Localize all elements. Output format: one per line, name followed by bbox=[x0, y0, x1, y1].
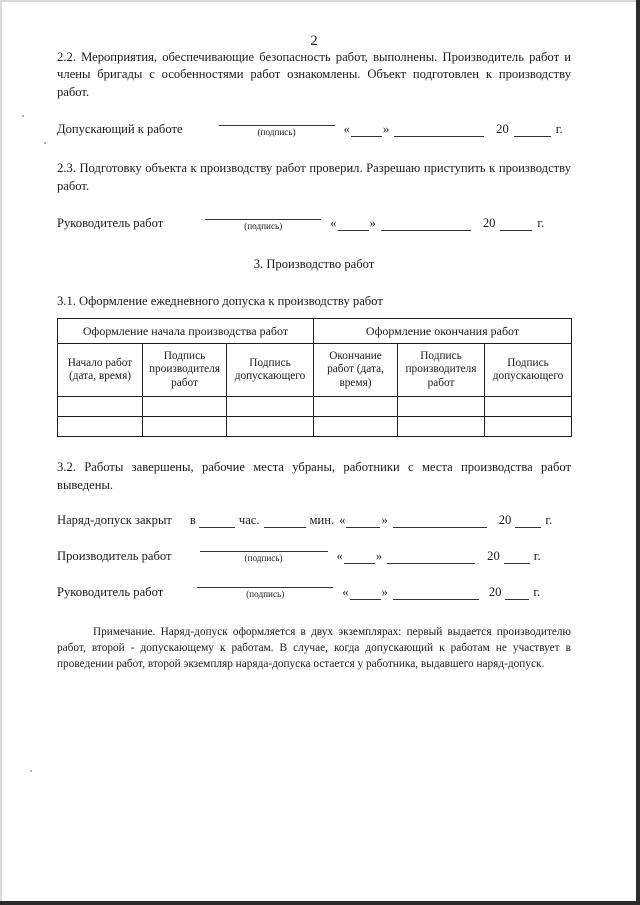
table-cell[interactable] bbox=[398, 396, 485, 416]
year-prefix: 20 bbox=[498, 512, 512, 527]
table-cell[interactable] bbox=[58, 396, 143, 416]
paragraph-2-2: 2.2. Мероприятия, обеспечивающие безопасность работ, выполнены. Производитель работ и члены бригады с особенностями работ ознакомлены. Объект подготовлен к производству работ. bbox=[57, 49, 571, 100]
page-number: 2 bbox=[310, 33, 318, 49]
table-column-header-end-foreman-sign: Подпись производителя работ bbox=[398, 343, 485, 396]
signature-rule[interactable] bbox=[200, 551, 328, 552]
signature-field-supervisor-23[interactable] bbox=[205, 219, 321, 231]
table-cell[interactable] bbox=[485, 416, 572, 436]
signature-caption: (подпись) bbox=[244, 553, 283, 564]
year-field-closed[interactable] bbox=[515, 527, 541, 528]
note-text: Примечание. Наряд-допуск оформляется в двух экземплярах: первый выдается производителю работ, второй - допускающему к работам. В случае, когда допускающий к работам не участвует в проведении работ, второй экземпляр наряда-допуска остается у работника, выдавшего наряд-допуск. bbox=[57, 625, 571, 671]
table-column-header-start-datetime: Начало работ (дата, время) bbox=[58, 343, 143, 396]
table-row[interactable] bbox=[58, 416, 572, 436]
closed-at-word: в bbox=[189, 512, 196, 527]
day-close-quote: » bbox=[381, 512, 388, 527]
signature-label-closed: Наряд-допуск закрыт bbox=[57, 512, 172, 527]
scan-edge-left bbox=[0, 0, 2, 905]
note-block bbox=[57, 624, 571, 673]
scan-edge-bottom bbox=[0, 901, 640, 905]
year-field-admitting[interactable] bbox=[514, 136, 551, 137]
table-row[interactable] bbox=[58, 396, 572, 416]
table-cell[interactable] bbox=[143, 396, 227, 416]
scan-speck bbox=[22, 115, 24, 117]
table-column-header-end-datetime: Окончание работ (дата, время) bbox=[314, 343, 398, 396]
day-open-quote: « bbox=[339, 512, 346, 527]
paragraph-2-3: 2.3. Подготовку объекта к производству работ проверил. Разрешаю приступить к производству работ. bbox=[57, 161, 571, 193]
minutes-field[interactable] bbox=[264, 527, 306, 528]
signature-row-closed bbox=[57, 513, 571, 528]
table-column-header-row bbox=[58, 343, 572, 396]
signature-rule[interactable] bbox=[219, 125, 335, 126]
table-column-header-end-admitting-sign: Подпись допускающего bbox=[485, 343, 572, 396]
day-field-foreman[interactable] bbox=[344, 563, 375, 564]
scan-speck bbox=[30, 770, 32, 772]
month-field-admitting[interactable] bbox=[394, 136, 484, 137]
year-field-supervisor-23[interactable] bbox=[500, 230, 532, 231]
year-prefix: 20 bbox=[496, 122, 509, 137]
signature-field-foreman[interactable] bbox=[200, 551, 328, 563]
day-field-supervisor-32[interactable] bbox=[350, 599, 381, 600]
table-cell[interactable] bbox=[398, 416, 485, 436]
section-heading-3: 3. Производство работ bbox=[253, 256, 375, 271]
minutes-label: мин. bbox=[309, 512, 335, 527]
table-cell[interactable] bbox=[143, 416, 227, 436]
signature-row-supervisor-23 bbox=[57, 216, 571, 231]
month-field-closed[interactable] bbox=[393, 527, 487, 528]
paragraph-3-2: 3.2. Работы завершены, рабочие места убраны, работники с места производства работ выведены. bbox=[57, 459, 571, 492]
signature-field-supervisor-32[interactable] bbox=[197, 587, 333, 599]
table-group-header-end: Оформление окончания работ bbox=[314, 318, 572, 343]
year-suffix: г. bbox=[555, 122, 563, 137]
day-close-quote: » bbox=[375, 548, 383, 563]
table-cell[interactable] bbox=[314, 416, 398, 436]
year-prefix: 20 bbox=[488, 584, 502, 599]
month-field-supervisor-32[interactable] bbox=[393, 599, 479, 600]
signature-rule[interactable] bbox=[205, 219, 321, 220]
table-column-header-start-foreman-sign: Подпись производителя работ bbox=[143, 343, 227, 396]
table-group-header-start: Оформление начала производства работ bbox=[58, 318, 314, 343]
signature-caption: (подпись) bbox=[244, 220, 283, 231]
section-heading-3-1: 3.1. Оформление ежедневного допуска к производству работ bbox=[57, 293, 383, 308]
table-cell[interactable] bbox=[314, 396, 398, 416]
year-suffix: г. bbox=[533, 584, 541, 599]
daily-admission-table bbox=[57, 318, 572, 437]
signature-row-supervisor-32 bbox=[57, 585, 571, 600]
year-suffix: г. bbox=[537, 215, 545, 230]
month-field-foreman[interactable] bbox=[387, 563, 475, 564]
signature-caption: (подпись) bbox=[257, 126, 296, 137]
day-open-quote: « bbox=[343, 122, 350, 137]
year-field-foreman[interactable] bbox=[504, 563, 530, 564]
day-close-quote: » bbox=[382, 122, 390, 137]
day-field-closed[interactable] bbox=[346, 527, 380, 528]
signature-row-admitting bbox=[57, 122, 571, 137]
day-field-admitting[interactable] bbox=[351, 136, 382, 137]
signature-row-foreman bbox=[57, 549, 571, 564]
signature-label-supervisor-32: Руководитель работ bbox=[57, 584, 164, 599]
year-field-supervisor-32[interactable] bbox=[505, 599, 529, 600]
day-open-quote: « bbox=[330, 215, 337, 230]
day-open-quote: « bbox=[342, 584, 349, 599]
year-suffix: г. bbox=[533, 548, 541, 563]
day-close-quote: » bbox=[381, 584, 388, 599]
day-open-quote: « bbox=[336, 548, 343, 563]
signature-label-foreman: Производитель работ bbox=[57, 548, 172, 563]
signature-caption: (подпись) bbox=[246, 589, 285, 600]
hours-label: час. bbox=[238, 512, 260, 527]
year-prefix: 20 bbox=[482, 215, 496, 230]
table-cell[interactable] bbox=[227, 416, 314, 436]
table-group-header-row bbox=[58, 318, 572, 343]
table-cell[interactable] bbox=[58, 416, 143, 436]
table-column-header-start-admitting-sign: Подпись допускающего bbox=[227, 343, 314, 396]
page-content bbox=[57, 0, 571, 673]
scan-edge-right bbox=[636, 0, 640, 905]
table-cell[interactable] bbox=[485, 396, 572, 416]
signature-field-admitting[interactable] bbox=[219, 125, 335, 137]
day-close-quote: » bbox=[369, 215, 376, 230]
scan-speck bbox=[44, 142, 46, 144]
table-cell[interactable] bbox=[227, 396, 314, 416]
hours-field[interactable] bbox=[199, 527, 235, 528]
year-prefix: 20 bbox=[487, 548, 500, 563]
signature-label-supervisor-23: Руководитель работ bbox=[57, 215, 164, 230]
month-field-supervisor-23[interactable] bbox=[381, 230, 471, 231]
year-suffix: г. bbox=[545, 512, 553, 527]
signature-label-admitting: Допускающий к работе bbox=[57, 122, 183, 137]
signature-rule[interactable] bbox=[197, 587, 333, 588]
day-field-supervisor-23[interactable] bbox=[338, 230, 369, 231]
